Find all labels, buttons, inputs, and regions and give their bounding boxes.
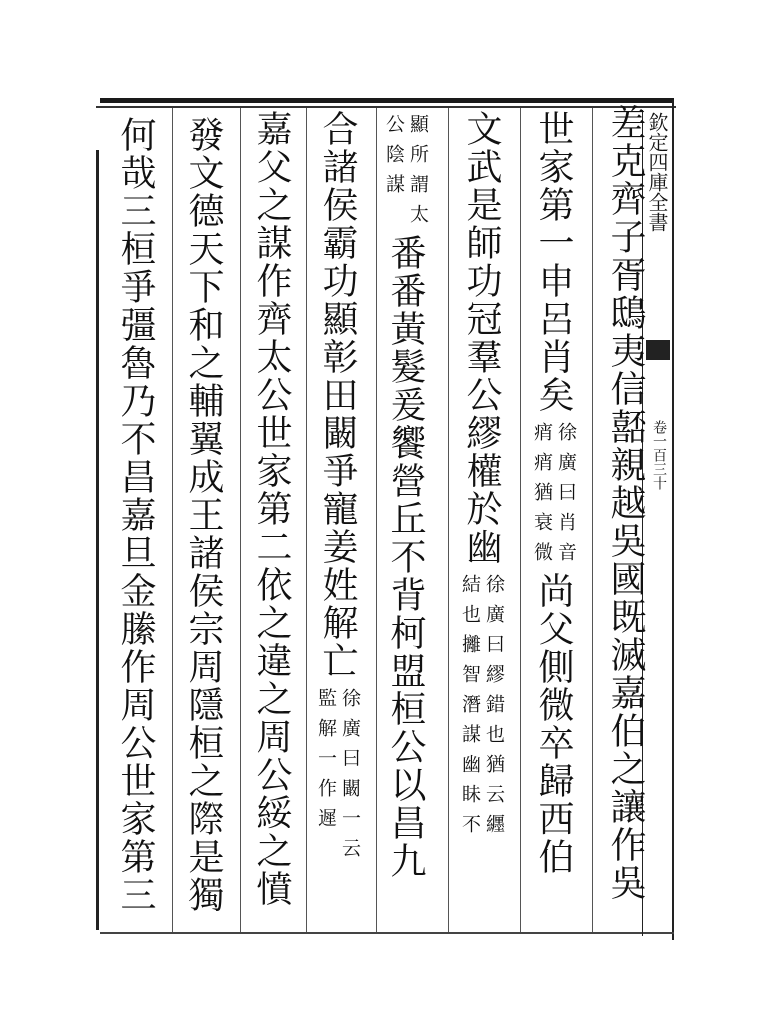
top-border-thin — [96, 106, 676, 108]
book-title: 欽定四庫全書 — [645, 112, 669, 232]
bottom-border — [100, 932, 674, 934]
text-column-5 — [312, 110, 362, 868]
left-border — [96, 150, 99, 930]
column-divider — [240, 108, 241, 932]
column-text: 番番黃髮爰饗營丘不背柯盟桓公以昌九 — [385, 234, 426, 880]
volume-label: 卷一百三十 — [651, 420, 667, 490]
column-divider — [448, 108, 449, 932]
note-line: 顯所謂太 — [407, 114, 429, 234]
column-text: 世家第一申呂肖矣 — [533, 110, 574, 414]
column-divider — [592, 108, 593, 932]
right-border — [672, 100, 674, 940]
text-column-4 — [380, 114, 430, 880]
note-line: 徐廣曰繆錯也猶云纒 — [483, 574, 505, 844]
column-text: 合諸侯霸功顯彰田闞爭寵姜姓解亡 — [317, 110, 358, 680]
text-column-2 — [528, 110, 578, 876]
commentary-note — [458, 574, 506, 844]
column-text: 發文德天下和之輔翼成王諸侯宗周隱桓之際是獨 — [183, 116, 224, 914]
commentary-note — [382, 114, 430, 234]
column-divider — [376, 108, 377, 932]
text-column-8 — [110, 116, 160, 914]
text-column-6 — [246, 110, 296, 908]
text-column-7 — [178, 116, 228, 914]
column-text: 嘉父之謀作齊太公世家第二依之違之周公綏之憤 — [251, 110, 292, 908]
note-line: 公陰謀 — [383, 114, 405, 204]
column-text: 何哉三桓爭彊魯乃不昌嘉旦金縢作周公世家第三 — [115, 116, 156, 914]
column-text: 文武是師功冠羣公繆權於幽 — [461, 110, 502, 566]
column-text: 差克齊子胥鴟夷信嚭親越吳國既滅嘉伯之讓作吳 — [605, 104, 646, 902]
column-divider — [172, 108, 173, 932]
commentary-note — [314, 688, 362, 868]
text-column-3 — [456, 110, 506, 844]
note-line: 徐廣曰肖音 — [555, 422, 577, 572]
commentary-note — [530, 422, 578, 572]
note-line: 結也攡智潛謀幽眛不 — [459, 574, 481, 844]
column-divider — [520, 108, 521, 932]
note-line: 痟痟猶衰微 — [531, 422, 553, 572]
text-column-1 — [600, 104, 650, 902]
top-border-thick — [100, 98, 674, 103]
note-line: 監解一作遲 — [315, 688, 337, 838]
column-text: 尚父側微卒歸西伯 — [533, 572, 574, 876]
column-divider — [306, 108, 307, 932]
note-line: 徐廣曰闞一云 — [339, 688, 361, 868]
